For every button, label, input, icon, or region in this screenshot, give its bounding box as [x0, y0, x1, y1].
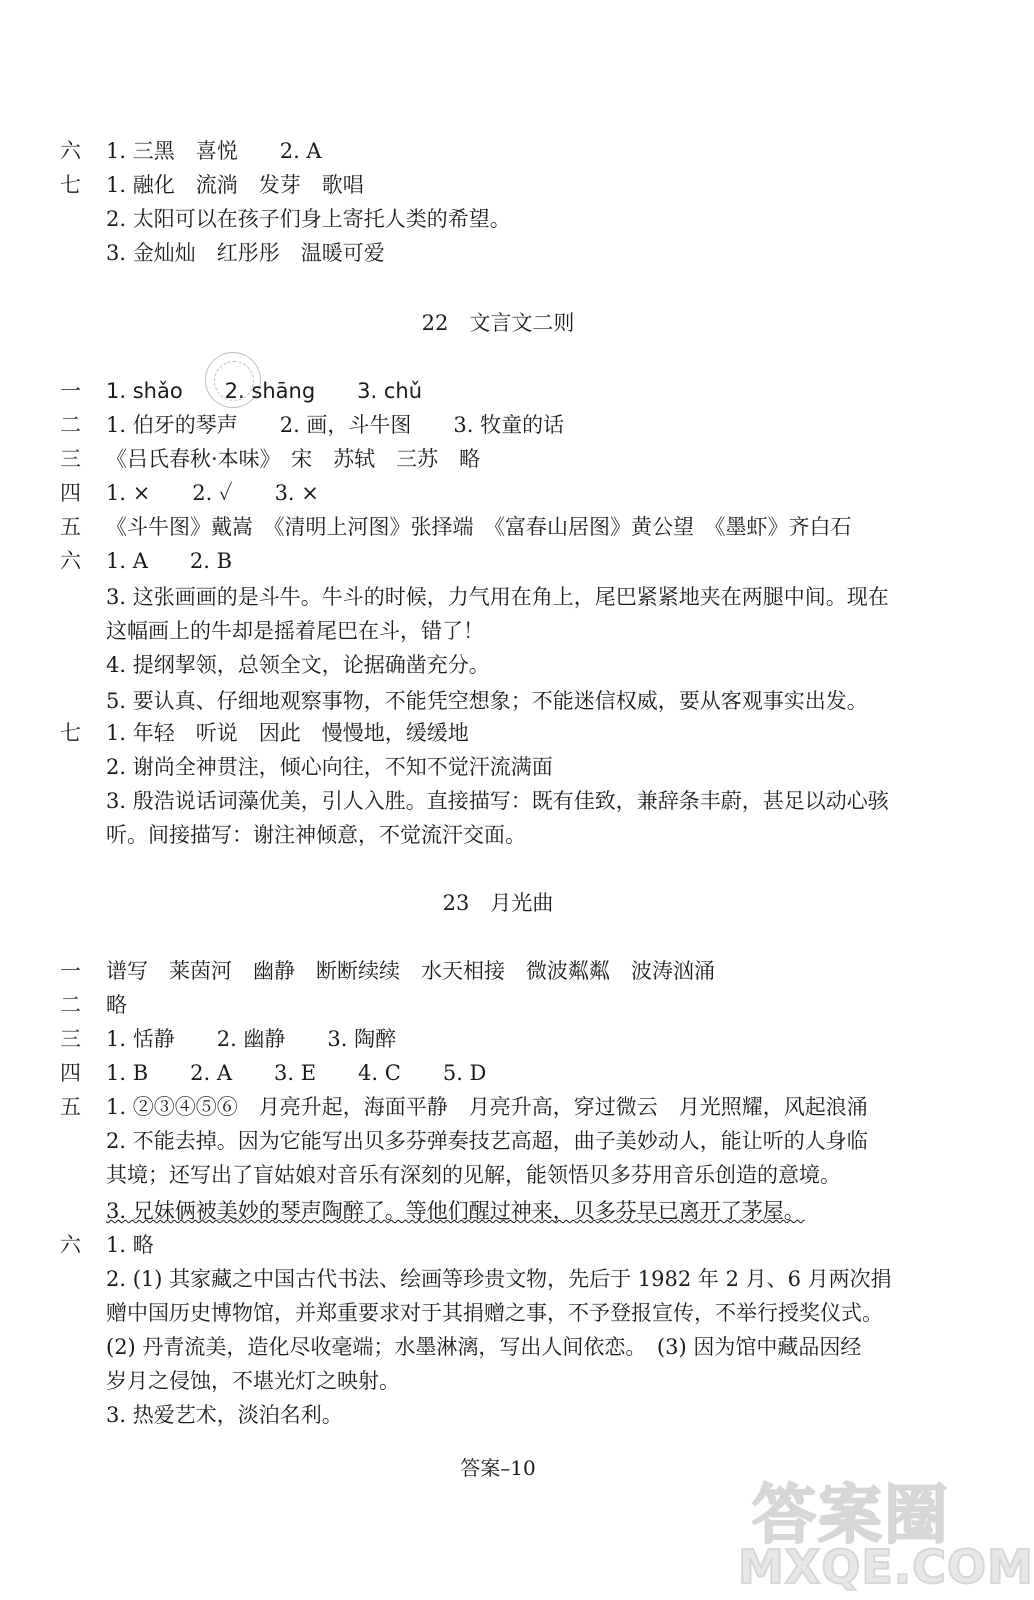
answer-row-three — [60, 442, 956, 476]
question-number: 二 — [60, 413, 81, 437]
answer-text: 2. 太阳可以在孩子们身上寄托人类的希望。 — [106, 207, 511, 231]
watermark-text: 答案圈 — [752, 1479, 950, 1553]
answer-row-six — [60, 134, 956, 168]
answer-text: (2) 丹青流美，造化尽收毫端；水墨淋漓，写出人间依恋。 (3) 因为馆中藏品因经 — [106, 1335, 862, 1359]
answer-text: 1. B 2. A 3. E 4. C 5. D — [106, 1061, 487, 1085]
answer-text: 2. 谢尚全神贯注，倾心向往，不知不觉汗流满面 — [106, 755, 553, 779]
underlined-answer-text: 3. 兄妹俩被美妙的琴声陶醉了。等他们醒过神来，贝多芬早已离开了茅屋。 — [106, 1199, 805, 1223]
question-number: 一 — [60, 379, 81, 403]
answer-row-one — [60, 954, 956, 988]
answer-row-two — [60, 988, 956, 1022]
answer-text: 谱写 莱茵河 幽静 断断续续 水天相接 微波粼粼 波涛汹涌 — [106, 959, 715, 983]
answer-row-six — [60, 1228, 956, 1262]
answer-text: 听。间接描写：谢注神倾意，不觉流汗交面。 — [106, 823, 526, 847]
lesson-title: 23 月光曲 — [442, 891, 554, 915]
answer-text: 1. ②③④⑤⑥ 月亮升起，海面平静 月亮升高，穿过微云 月光照耀，风起浪涌 — [106, 1095, 868, 1119]
answer-text: 1. 年轻 听说 因此 慢慢地，缓缓地 — [106, 721, 469, 745]
answer-text: 赠中国历史博物馆，并郑重要求对于其捐赠之事，不予登报宣传，不举行授奖仪式。 — [106, 1301, 883, 1325]
answer-row-six — [60, 544, 956, 578]
question-number: 一 — [60, 959, 81, 983]
answer-text: 略 — [106, 993, 127, 1017]
answer-text: 《吕氏春秋·本味》 宋 苏轼 三苏 略 — [106, 447, 481, 471]
answer-text: 2. (1) 其家藏之中国古代书法、绘画等珍贵文物，先后于 1982 年 2 月、6 月两次捐 — [106, 1267, 892, 1291]
answer-row-four — [60, 476, 956, 510]
question-number: 四 — [60, 1061, 81, 1085]
watermark-url: MXQE.COM — [738, 1540, 1034, 1594]
answer-text: 1. × 2. ✓ 3. × — [106, 481, 319, 505]
answer-text: 3. 热爱艺术，淡泊名利。 — [106, 1403, 343, 1427]
answer-text: 3. 这张画画的是斗牛。牛斗的时候，力气用在角上，尾巴紧紧地夹在两腿中间。现在 — [106, 585, 889, 609]
answer-row-seven — [60, 168, 956, 202]
answer-text: 《斗牛图》戴嵩 《清明上河图》张择端 《富春山居图》黄公望 《墨虾》齐白石 — [106, 515, 852, 539]
answer-text: 1. 伯牙的琴声 2. 画，斗牛图 3. 牧童的话 — [106, 413, 565, 437]
question-number: 六 — [60, 1233, 81, 1257]
answer-text: 2. 不能去掉。因为它能写出贝多芬弹奏技艺高超，曲子美妙动人，能让听的人身临 — [106, 1129, 868, 1153]
question-number: 三 — [60, 447, 81, 471]
question-number: 二 — [60, 993, 81, 1017]
answer-text: 其境；还写出了盲姑娘对音乐有深刻的见解，能领悟贝多芬用音乐创造的意境。 — [106, 1163, 841, 1187]
answer-text: 5. 要认真、仔细地观察事物，不能凭空想象；不能迷信权威，要从客观事实出发。 — [106, 689, 868, 713]
question-number: 五 — [60, 1095, 81, 1119]
answer-text: 1. shǎo 2. shāng 3. chǔ — [106, 379, 423, 403]
answer-row-five — [60, 510, 956, 544]
watermark-logo — [732, 1464, 1034, 1594]
answer-text: 4. 提纲挈领，总领全文，论据确凿充分。 — [106, 653, 490, 677]
answer-row-three — [60, 1022, 956, 1056]
answer-text: 1. 三黑 喜悦 2. A — [106, 139, 322, 163]
question-number: 六 — [60, 549, 81, 573]
question-number: 五 — [60, 515, 81, 539]
answer-text: 1. 略 — [106, 1233, 154, 1257]
question-number: 七 — [60, 173, 81, 197]
answer-text: 3. 金灿灿 红彤彤 温暖可爱 — [106, 241, 385, 265]
answer-text: 1. A 2. B — [106, 549, 233, 573]
answer-row-one — [60, 374, 956, 408]
answer-row-four — [60, 1056, 956, 1090]
answer-text: 3. 殷浩说话词藻优美，引人入胜。直接描写：既有佳致，兼辞条丰蔚，甚足以动心骇 — [106, 789, 889, 813]
answer-row-five — [60, 1090, 956, 1124]
question-number: 四 — [60, 481, 81, 505]
question-number: 六 — [60, 139, 81, 163]
question-number: 七 — [60, 721, 81, 745]
answer-text: 岁月之侵蚀，不堪光灯之映射。 — [106, 1369, 400, 1393]
answer-text: 1. 融化 流淌 发芽 歌唱 — [106, 173, 364, 197]
answer-row-seven — [60, 716, 956, 750]
answer-text: 1. 恬静 2. 幽静 3. 陶醉 — [106, 1027, 397, 1051]
lesson-title: 22 文言文二则 — [421, 311, 575, 335]
question-number: 三 — [60, 1027, 81, 1051]
answer-row-two — [60, 408, 956, 442]
answer-text: 这幅画上的牛却是摇着尾巴在斗，错了！ — [106, 619, 484, 643]
page-number: 答案–10 — [460, 1456, 536, 1480]
